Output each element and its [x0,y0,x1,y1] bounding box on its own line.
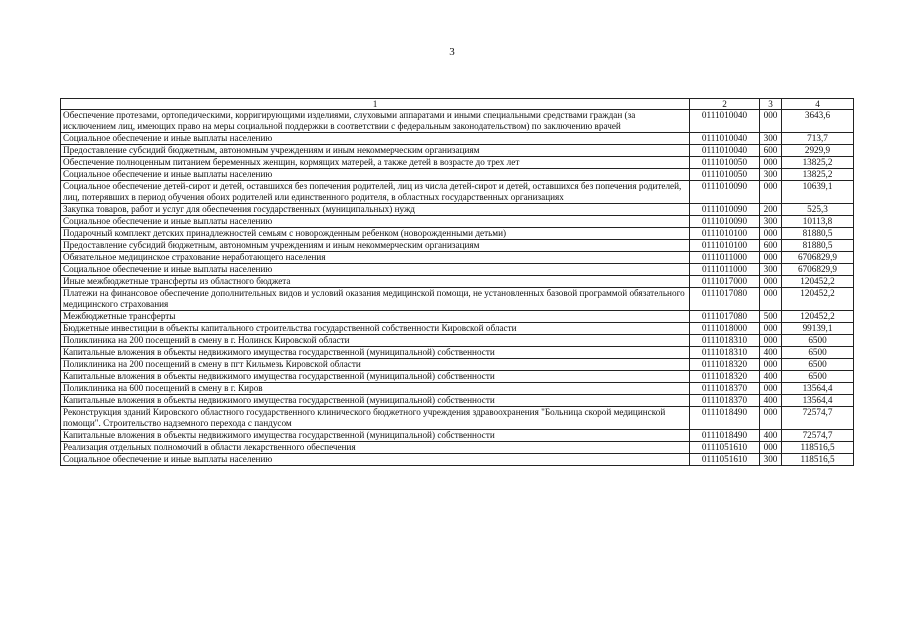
cell-kind: 000 [760,157,782,169]
cell-code: 0111018320 [690,371,760,383]
cell-amount: 13825,2 [782,169,854,181]
cell-amount: 525,3 [782,204,854,216]
cell-name: Поликлиника на 200 посещений в смену в пгт Кильмезь Кировской области [61,359,690,371]
table-row [61,276,854,288]
cell-amount: 13564,4 [782,395,854,407]
cell-name: Реконструкция зданий Кировского областного государственного клинического бюджетного учреждения здравоохранения "Больница скорой медицинской помощи". Строительство надземного перехода с пандусом [61,407,690,430]
table-row [61,359,854,371]
cell-code: 0111010090 [690,216,760,228]
cell-kind: 000 [760,323,782,335]
cell-amount: 6500 [782,371,854,383]
cell-code: 0111017080 [690,288,760,311]
cell-code: 0111018310 [690,335,760,347]
cell-name: Капитальные вложения в объекты недвижимого имущества государственной (муниципальной) собственности [61,371,690,383]
cell-kind: 200 [760,204,782,216]
cell-amount: 72574,7 [782,407,854,430]
cell-name: Обеспечение полноценным питанием беременных женщин, кормящих матерей, а также детей в возрасте до трех лет [61,157,690,169]
cell-kind: 300 [760,454,782,466]
column-header: 2 [690,99,760,110]
cell-amount: 6500 [782,335,854,347]
cell-code: 0111010100 [690,240,760,252]
cell-code: 0111018490 [690,430,760,442]
cell-kind: 600 [760,240,782,252]
cell-name: Обязательное медицинское страхование неработающего населения [61,252,690,264]
cell-code: 0111010050 [690,157,760,169]
cell-amount: 13564,4 [782,383,854,395]
cell-name: Поликлиника на 200 посещений в смену в г. Нолинск Кировской области [61,335,690,347]
cell-name: Социальное обеспечение и иные выплаты населению [61,216,690,228]
cell-name: Социальное обеспечение и иные выплаты населению [61,454,690,466]
cell-code: 0111010090 [690,181,760,204]
cell-name: Социальное обеспечение и иные выплаты населению [61,169,690,181]
table-row [61,347,854,359]
cell-code: 0111018370 [690,383,760,395]
cell-amount: 120452,2 [782,276,854,288]
cell-name: Бюджетные инвестиции в объекты капитального строительства государственной собственности Кировской области [61,323,690,335]
cell-name: Социальное обеспечение и иные выплаты населению [61,264,690,276]
cell-name: Капитальные вложения в объекты недвижимого имущества государственной (муниципальной) собственности [61,395,690,407]
table-row [61,264,854,276]
table-row [61,442,854,454]
cell-amount: 120452,2 [782,288,854,311]
cell-amount: 10113,8 [782,216,854,228]
cell-code: 0111010040 [690,145,760,157]
cell-name: Закупка товаров, работ и услуг для обеспечения государственных (муниципальных) нужд [61,204,690,216]
cell-amount: 6706829,9 [782,252,854,264]
cell-amount: 118516,5 [782,442,854,454]
table-row [61,228,854,240]
table-row [61,169,854,181]
cell-kind: 000 [760,335,782,347]
table-row [61,311,854,323]
cell-kind: 000 [760,276,782,288]
cell-name: Поликлиника на 600 посещений в смену в г. Киров [61,383,690,395]
table-row [61,395,854,407]
cell-kind: 300 [760,264,782,276]
cell-name: Обеспечение протезами, ортопедическими, корригирующими изделиями, слуховыми аппаратами и иными специальными средствами граждан (за исключением лиц, имеющих право на меры социальной поддержки в соответствии с федеральным законодательством) по заключению врачей [61,110,690,133]
cell-code: 0111018370 [690,395,760,407]
table-row [61,323,854,335]
cell-kind: 400 [760,430,782,442]
cell-kind: 000 [760,288,782,311]
table-row [61,204,854,216]
cell-name: Социальное обеспечение и иные выплаты населению [61,133,690,145]
cell-amount: 120452,2 [782,311,854,323]
cell-code: 0111011000 [690,264,760,276]
table-row [61,110,854,133]
cell-name: Капитальные вложения в объекты недвижимого имущества государственной (муниципальной) собственности [61,430,690,442]
cell-amount: 6706829,9 [782,264,854,276]
budget-table [60,98,854,466]
cell-kind: 000 [760,359,782,371]
cell-code: 0111010090 [690,204,760,216]
cell-amount: 99139,1 [782,323,854,335]
cell-kind: 000 [760,383,782,395]
table-header-row [61,99,854,110]
cell-amount: 6500 [782,359,854,371]
table-row [61,407,854,430]
table-row [61,240,854,252]
cell-code: 0111010040 [690,133,760,145]
cell-kind: 600 [760,145,782,157]
column-header: 1 [61,99,690,110]
table-row [61,288,854,311]
cell-amount: 2929,9 [782,145,854,157]
cell-name: Платежи на финансовое обеспечение дополнительных видов и условий оказания медицинской помощи, не установленных базовой программой обязательного медицинского страхования [61,288,690,311]
cell-kind: 000 [760,442,782,454]
column-header: 3 [760,99,782,110]
cell-name: Межбюджетные трансферты [61,311,690,323]
cell-code: 0111018320 [690,359,760,371]
table-row [61,454,854,466]
cell-code: 0111011000 [690,252,760,264]
cell-kind: 000 [760,181,782,204]
table-body [61,110,854,466]
table-row [61,371,854,383]
cell-code: 0111018310 [690,347,760,359]
cell-kind: 400 [760,371,782,383]
cell-code: 0111010050 [690,169,760,181]
table-row [61,335,854,347]
table-row [61,383,854,395]
cell-kind: 000 [760,407,782,430]
table-row [61,181,854,204]
cell-code: 0111018490 [690,407,760,430]
column-header: 4 [782,99,854,110]
cell-amount: 118516,5 [782,454,854,466]
table-row [61,133,854,145]
cell-kind: 000 [760,110,782,133]
cell-amount: 13825,2 [782,157,854,169]
cell-name: Социальное обеспечение детей-сирот и детей, оставшихся без попечения родителей, лиц из числа детей-сирот и детей, оставшихся без попечения родителей, лиц, потерявших в период обучения обоих родителей или единственного родителя, в областных государственных организациях [61,181,690,204]
table-row [61,157,854,169]
cell-kind: 000 [760,228,782,240]
cell-code: 0111017000 [690,276,760,288]
cell-name: Иные межбюджетные трансферты из областного бюджета [61,276,690,288]
cell-name: Капитальные вложения в объекты недвижимого имущества государственной (муниципальной) собственности [61,347,690,359]
cell-kind: 400 [760,395,782,407]
table-row [61,252,854,264]
cell-name: Предоставление субсидий бюджетным, автономным учреждениям и иным некоммерческим организациям [61,145,690,157]
cell-name: Подарочный комплект детских принадлежностей семьям с новорожденным ребенком (новорожденными детьми) [61,228,690,240]
cell-code: 0111010040 [690,110,760,133]
cell-amount: 72574,7 [782,430,854,442]
cell-code: 0111010100 [690,228,760,240]
cell-code: 0111017080 [690,311,760,323]
cell-kind: 500 [760,311,782,323]
cell-amount: 3643,6 [782,110,854,133]
cell-amount: 6500 [782,347,854,359]
cell-code: 0111051610 [690,454,760,466]
table-row [61,145,854,157]
table-row [61,430,854,442]
cell-kind: 300 [760,169,782,181]
cell-code: 0111018000 [690,323,760,335]
cell-name: Реализация отдельных полномочий в области лекарственного обеспечения [61,442,690,454]
cell-kind: 400 [760,347,782,359]
cell-amount: 10639,1 [782,181,854,204]
cell-amount: 81880,5 [782,228,854,240]
cell-code: 0111051610 [690,442,760,454]
cell-amount: 81880,5 [782,240,854,252]
page-number: 3 [449,46,455,58]
cell-name: Предоставление субсидий бюджетным, автономным учреждениям и иным некоммерческим организациям [61,240,690,252]
cell-kind: 000 [760,252,782,264]
cell-kind: 300 [760,216,782,228]
cell-amount: 713,7 [782,133,854,145]
cell-kind: 300 [760,133,782,145]
table-row [61,216,854,228]
